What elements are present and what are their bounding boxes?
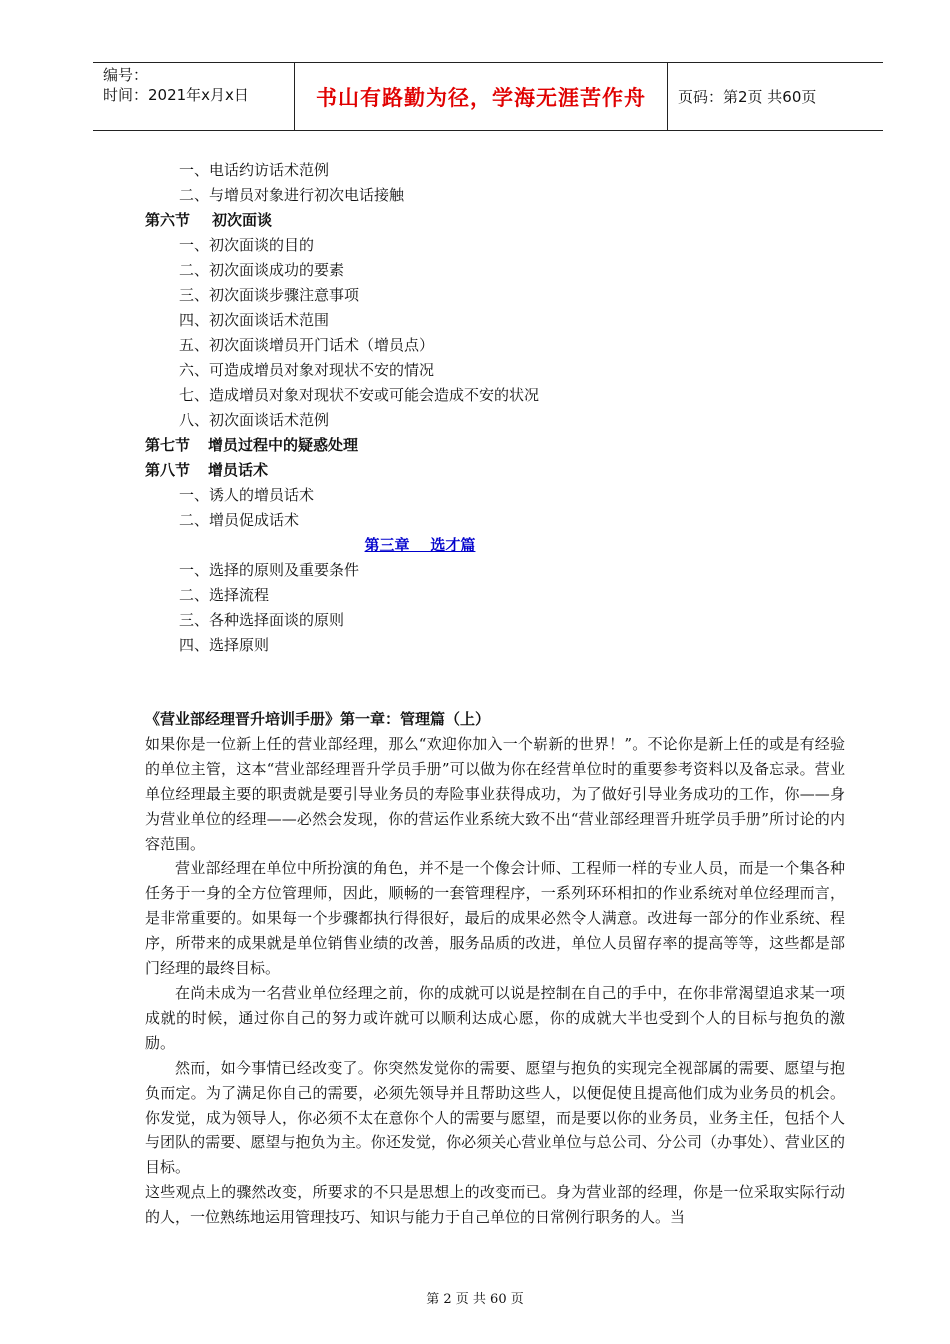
header-meta: [103, 65, 293, 105]
page-footer: 第 2 页 共 60 页: [426, 1292, 524, 1307]
section-title: 增员过程中的疑惑处理: [208, 436, 359, 454]
toc-item: 一、诱人的增员话术: [179, 486, 315, 504]
toc-item: 八、初次面谈话术范例: [179, 411, 330, 429]
toc-item: 四、初次面谈话术范围: [179, 311, 330, 329]
toc-section-7: [145, 433, 845, 458]
toc-item: 二、选择流程: [179, 586, 270, 604]
toc-item: 一、电话约访话术范例: [179, 161, 330, 179]
header-divider: [667, 63, 668, 130]
toc-item: 七、造成增员对象对现状不安或可能会造成不安的状况: [179, 386, 540, 404]
article-title: 《营业部经理晋升培训手册》第一章：管理篇（上）: [145, 710, 491, 728]
toc-item: 一、初次面谈的目的: [179, 236, 315, 254]
toc-item: 三、初次面谈步骤注意事项: [179, 286, 360, 304]
section-title: 初次面谈: [212, 211, 273, 229]
section-number: 第八节: [145, 461, 191, 479]
toc-item: 四、选择原则: [179, 636, 270, 654]
header-number-label: 编号：: [103, 66, 149, 84]
toc-item: 二、与增员对象进行初次电话接触: [179, 186, 405, 204]
header-motto: 书山有路勤为径，学海无涯苦作舟: [316, 85, 646, 110]
toc-chapter-3: [145, 533, 695, 558]
chapter-3-link[interactable]: 第三章 选才篇: [364, 536, 476, 554]
section-title: 增员话术: [208, 461, 269, 479]
table-of-contents: [145, 158, 845, 658]
toc-item: 二、初次面谈成功的要素: [179, 261, 345, 279]
paragraph: 如果你是一位新上任的营业部经理，那么“欢迎你加入一个崭新的世界！”。不论你是新上任的或是有经验的单位主管，这本“营业部经理晋升学员手册”可以做为你在经营单位时的重要参考资料以及备忘录。营业单位经理最主要的职责就是要引导业务员的寿险事业获得成功，为了做好引导业务成功的工作，你——身为营业单位的经理——必然会发现，你的营运作业系统大致不出“营业部经理晋升班学员手册”所讨论的内容范围。: [145, 734, 845, 853]
toc-item: 一、选择的原则及重要条件: [179, 561, 360, 579]
toc-item: 二、增员促成话术: [179, 511, 300, 529]
toc-section-6: [145, 208, 845, 233]
paragraph: 这些观点上的骤然改变，所要求的不只是思想上的改变而已。身为营业部的经理，你是一位采取实际行动的人，一位熟练地运用管理技巧、知识与能力于自己单位的日常例行职务的人。当: [145, 1183, 845, 1227]
toc-item: 五、初次面谈增员开门话术（增员点）: [179, 336, 435, 354]
page-header: [93, 62, 883, 131]
paragraph: 然而，如今事情已经改变了。你突然发觉你的需要、愿望与抱负的实现完全视部属的需要、愿望与抱负而定。为了满足你自己的需要，必须先领导并且帮助这些人，以便促使且提高他们成为业务员的机会。你发觉，成为领导人，你必须不太在意你个人的需要与愿望，而是要以你的业务员，业务主任，包括个人与团队的需要、愿望与抱负为主。你还发觉，你必须关心营业单位与总公司、分公司（办事处）、营业区的目标。: [145, 1058, 845, 1177]
paragraph: 营业部经理在单位中所扮演的角色，并不是一个像会计师、工程师一样的专业人员，而是一个集各种任务于一身的全方位管理师，因此，顺畅的一套管理程序，一系列环环相扣的作业系统对单位经理而言，是非常重要的。如果每一个步骤都执行得很好，最后的成果必然令人满意。改进每一部分的作业系统、程序，所带来的成果就是单位销售业绩的改善，服务品质的改进，单位人员留存率的提高等等，这些都是部门经理的最终目标。: [145, 859, 845, 978]
header-time-label: 时间：2021年x月x日: [103, 86, 249, 104]
body-text: [145, 707, 845, 1230]
section-number: 第六节: [145, 211, 191, 229]
toc-item: 六、可造成增员对象对现状不安的情况: [179, 361, 435, 379]
toc-item: 三、各种选择面谈的原则: [179, 611, 345, 629]
section-number: 第七节: [145, 436, 191, 454]
toc-section-8: [145, 458, 845, 483]
header-page-label: 页码：第2页 共60页: [678, 88, 817, 106]
paragraph: 在尚未成为一名营业单位经理之前，你的成就可以说是控制在自己的手中，在你非常渴望追求某一项成就的时候，通过你自己的努力或许就可以顺利达成心愿，你的成就大半也受到个人的目标与抱负的激励。: [145, 983, 845, 1052]
